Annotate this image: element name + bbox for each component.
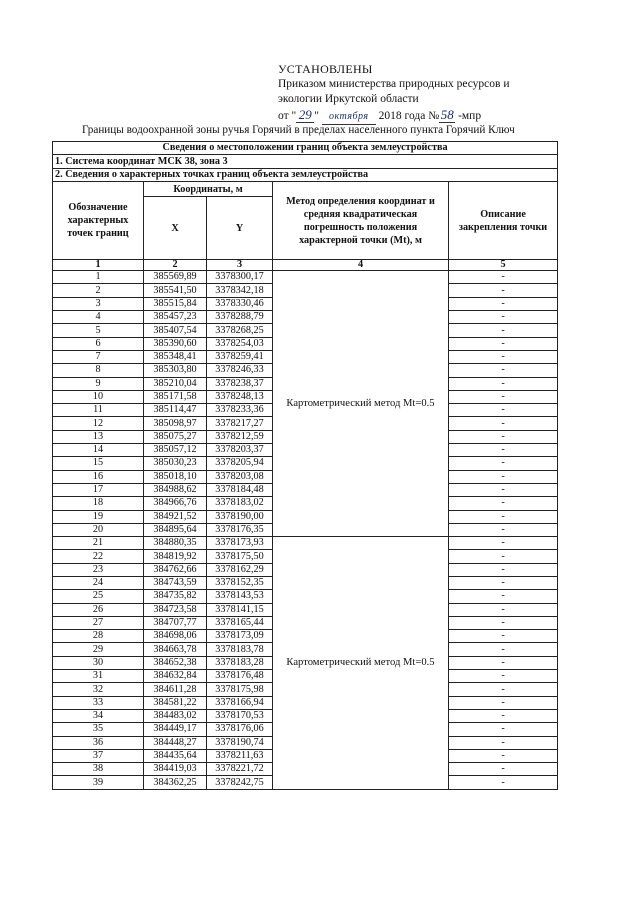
y-coordinate-cell: 3378176,06 — [207, 723, 273, 736]
point-number-cell: 25 — [53, 590, 144, 603]
y-coordinate-cell: 3378190,00 — [207, 510, 273, 523]
y-coordinate-cell: 3378217,27 — [207, 417, 273, 430]
y-coordinate-cell: 3378203,08 — [207, 470, 273, 483]
point-number-cell: 22 — [53, 550, 144, 563]
description-cell: - — [449, 470, 558, 483]
approval-title: УСТАНОВЛЕНЫ — [278, 62, 373, 76]
x-coordinate-cell: 385171,58 — [144, 390, 207, 403]
y-coordinate-cell: 3378176,48 — [207, 670, 273, 683]
point-number-cell: 34 — [53, 709, 144, 722]
y-coordinate-cell: 3378175,50 — [207, 550, 273, 563]
point-number-cell: 18 — [53, 497, 144, 510]
point-number-cell: 30 — [53, 656, 144, 669]
date-mid: " — [314, 110, 322, 122]
column-number: 2 — [144, 260, 207, 271]
y-coordinate-cell: 3378211,63 — [207, 749, 273, 762]
point-number-cell: 23 — [53, 563, 144, 576]
table-row — [53, 271, 558, 284]
x-coordinate-cell: 384663,78 — [144, 643, 207, 656]
method-cell: Картометрический метод Mt=0.5 — [273, 271, 449, 537]
y-coordinate-cell: 3378254,03 — [207, 337, 273, 350]
point-number-cell: 17 — [53, 483, 144, 496]
description-cell: - — [449, 523, 558, 536]
document-title: Границы водоохранной зоны ручья Горячий в пределах населенного пункта Горячий Ключ — [82, 124, 515, 136]
description-cell: - — [449, 364, 558, 377]
x-coordinate-cell: 385348,41 — [144, 350, 207, 363]
y-coordinate-cell: 3378300,17 — [207, 271, 273, 284]
description-cell: - — [449, 683, 558, 696]
point-number-cell: 20 — [53, 523, 144, 536]
point-number-cell: 27 — [53, 616, 144, 629]
x-coordinate-cell: 384435,64 — [144, 749, 207, 762]
point-number-cell: 33 — [53, 696, 144, 709]
col-header-coords: Координаты, м — [144, 182, 273, 197]
point-number-cell: 24 — [53, 577, 144, 590]
x-coordinate-cell: 384581,22 — [144, 696, 207, 709]
description-cell: - — [449, 390, 558, 403]
description-cell: - — [449, 297, 558, 310]
description-cell: - — [449, 603, 558, 616]
description-cell: - — [449, 577, 558, 590]
x-coordinate-cell: 384362,25 — [144, 776, 207, 789]
point-number-cell: 36 — [53, 736, 144, 749]
description-cell: - — [449, 457, 558, 470]
point-number-cell: 5 — [53, 324, 144, 337]
y-coordinate-cell: 3378183,28 — [207, 656, 273, 669]
x-coordinate-cell: 384819,92 — [144, 550, 207, 563]
approval-line-1: Приказом министерства природных ресурсов и — [278, 78, 510, 90]
y-coordinate-cell: 3378205,94 — [207, 457, 273, 470]
y-coordinate-cell: 3378190,74 — [207, 736, 273, 749]
point-number-cell: 3 — [53, 297, 144, 310]
y-coordinate-cell: 3378288,79 — [207, 311, 273, 324]
point-number-cell: 2 — [53, 284, 144, 297]
col-header-description: Описание закрепления точки — [449, 182, 558, 260]
x-coordinate-cell: 385541,50 — [144, 284, 207, 297]
handwritten-day: 29 — [296, 107, 314, 123]
method-cell: Картометрический метод Mt=0.5 — [273, 537, 449, 790]
description-cell: - — [449, 550, 558, 563]
description-cell: - — [449, 709, 558, 722]
x-coordinate-cell: 384723,58 — [144, 603, 207, 616]
description-cell: - — [449, 311, 558, 324]
point-number-cell: 19 — [53, 510, 144, 523]
x-coordinate-cell: 385407,54 — [144, 324, 207, 337]
description-cell: - — [449, 643, 558, 656]
approval-line-2: экологии Иркутской области — [278, 93, 419, 105]
description-cell: - — [449, 284, 558, 297]
description-cell: - — [449, 776, 558, 789]
x-coordinate-cell: 384698,06 — [144, 630, 207, 643]
point-number-cell: 1 — [53, 271, 144, 284]
y-coordinate-cell: 3378268,25 — [207, 324, 273, 337]
x-coordinate-cell: 385030,23 — [144, 457, 207, 470]
x-coordinate-cell: 385018,10 — [144, 470, 207, 483]
x-coordinate-cell: 385457,23 — [144, 311, 207, 324]
point-number-cell: 9 — [53, 377, 144, 390]
y-coordinate-cell: 3378175,98 — [207, 683, 273, 696]
col-header-y: Y — [207, 197, 273, 260]
description-cell: - — [449, 670, 558, 683]
points-info-row: 2. Сведения о характерных точках границ объекта землеустройства — [53, 168, 558, 181]
x-coordinate-cell: 385569,89 — [144, 271, 207, 284]
description-cell: - — [449, 563, 558, 576]
description-cell: - — [449, 656, 558, 669]
section-header: Сведения о местоположении границ объекта землеустройства — [53, 142, 558, 155]
table-row — [53, 537, 558, 550]
description-cell: - — [449, 350, 558, 363]
description-cell: - — [449, 430, 558, 443]
description-cell: - — [449, 630, 558, 643]
x-coordinate-cell: 384735,82 — [144, 590, 207, 603]
y-coordinate-cell: 3378143,53 — [207, 590, 273, 603]
y-coordinate-cell: 3378184,48 — [207, 483, 273, 496]
description-cell: - — [449, 271, 558, 284]
y-coordinate-cell: 3378330,46 — [207, 297, 273, 310]
y-coordinate-cell: 3378242,75 — [207, 776, 273, 789]
point-number-cell: 39 — [53, 776, 144, 789]
y-coordinate-cell: 3378141,15 — [207, 603, 273, 616]
y-coordinate-cell: 3378170,53 — [207, 709, 273, 722]
x-coordinate-cell: 384449,17 — [144, 723, 207, 736]
point-number-cell: 16 — [53, 470, 144, 483]
point-number-cell: 38 — [53, 763, 144, 776]
y-coordinate-cell: 3378212,59 — [207, 430, 273, 443]
approval-date-line — [278, 107, 510, 125]
x-coordinate-cell: 384632,84 — [144, 670, 207, 683]
col-header-point: Обозначение характерных точек границ — [53, 182, 144, 260]
col-header-x: X — [144, 197, 207, 260]
description-cell: - — [449, 404, 558, 417]
description-cell: - — [449, 510, 558, 523]
date-year: 2018 года № — [375, 110, 440, 122]
point-number-cell: 14 — [53, 444, 144, 457]
y-coordinate-cell: 3378233,36 — [207, 404, 273, 417]
y-coordinate-cell: 3378259,41 — [207, 350, 273, 363]
point-number-cell: 6 — [53, 337, 144, 350]
y-coordinate-cell: 3378246,33 — [207, 364, 273, 377]
description-cell: - — [449, 723, 558, 736]
point-number-cell: 21 — [53, 537, 144, 550]
y-coordinate-cell: 3378152,35 — [207, 577, 273, 590]
point-number-cell: 13 — [53, 430, 144, 443]
approval-block — [278, 62, 510, 125]
point-number-cell: 31 — [53, 670, 144, 683]
x-coordinate-cell: 384895,64 — [144, 523, 207, 536]
description-cell: - — [449, 736, 558, 749]
point-number-cell: 7 — [53, 350, 144, 363]
column-number: 3 — [207, 260, 273, 271]
x-coordinate-cell: 384652,38 — [144, 656, 207, 669]
point-number-cell: 37 — [53, 749, 144, 762]
point-number-cell: 11 — [53, 404, 144, 417]
point-number-cell: 15 — [53, 457, 144, 470]
point-number-cell: 8 — [53, 364, 144, 377]
x-coordinate-cell: 384762,66 — [144, 563, 207, 576]
x-coordinate-cell: 385114,47 — [144, 404, 207, 417]
x-coordinate-cell: 385210,04 — [144, 377, 207, 390]
x-coordinate-cell: 384419,03 — [144, 763, 207, 776]
description-cell: - — [449, 537, 558, 550]
handwritten-month: октября — [322, 109, 376, 125]
y-coordinate-cell: 3378162,29 — [207, 563, 273, 576]
x-coordinate-cell: 384921,52 — [144, 510, 207, 523]
point-number-cell: 32 — [53, 683, 144, 696]
date-prefix: от " — [278, 110, 297, 122]
description-cell: - — [449, 749, 558, 762]
x-coordinate-cell: 384707,77 — [144, 616, 207, 629]
column-number: 5 — [449, 260, 558, 271]
description-cell: - — [449, 337, 558, 350]
y-coordinate-cell: 3378183,78 — [207, 643, 273, 656]
point-number-cell: 26 — [53, 603, 144, 616]
y-coordinate-cell: 3378173,93 — [207, 537, 273, 550]
x-coordinate-cell: 384448,27 — [144, 736, 207, 749]
description-cell: - — [449, 696, 558, 709]
column-numbers-row — [53, 260, 558, 271]
handwritten-order-number: 58 — [440, 107, 454, 122]
x-coordinate-cell: 384743,59 — [144, 577, 207, 590]
description-cell: - — [449, 324, 558, 337]
point-number-cell: 35 — [53, 723, 144, 736]
description-cell: - — [449, 417, 558, 430]
col-header-method: Метод определения координат и средняя квадратическая погрешность положения характерной точки (Mt), м — [273, 182, 449, 260]
point-number-cell: 10 — [53, 390, 144, 403]
description-cell: - — [449, 483, 558, 496]
y-coordinate-cell: 3378342,18 — [207, 284, 273, 297]
description-cell: - — [449, 444, 558, 457]
boundary-points-table — [52, 141, 558, 790]
y-coordinate-cell: 3378238,37 — [207, 377, 273, 390]
x-coordinate-cell: 385075,27 — [144, 430, 207, 443]
y-coordinate-cell: 3378166,94 — [207, 696, 273, 709]
x-coordinate-cell: 384988,62 — [144, 483, 207, 496]
description-cell: - — [449, 377, 558, 390]
y-coordinate-cell: 3378176,35 — [207, 523, 273, 536]
x-coordinate-cell: 385098,97 — [144, 417, 207, 430]
description-cell: - — [449, 590, 558, 603]
description-cell: - — [449, 616, 558, 629]
point-number-cell: 29 — [53, 643, 144, 656]
y-coordinate-cell: 3378165,44 — [207, 616, 273, 629]
description-cell: - — [449, 763, 558, 776]
x-coordinate-cell: 385515,84 — [144, 297, 207, 310]
x-coordinate-cell: 384483,02 — [144, 709, 207, 722]
order-suffix: -мпр — [455, 110, 482, 122]
x-coordinate-cell: 384880,35 — [144, 537, 207, 550]
point-number-cell: 28 — [53, 630, 144, 643]
column-number: 1 — [53, 260, 144, 271]
y-coordinate-cell: 3378221,72 — [207, 763, 273, 776]
x-coordinate-cell: 384611,28 — [144, 683, 207, 696]
column-number: 4 — [273, 260, 449, 271]
y-coordinate-cell: 3378183,02 — [207, 497, 273, 510]
y-coordinate-cell: 3378203,37 — [207, 444, 273, 457]
point-number-cell: 12 — [53, 417, 144, 430]
x-coordinate-cell: 385303,80 — [144, 364, 207, 377]
coordinate-system-row: 1. Система координат МСК 38, зона 3 — [53, 155, 558, 168]
y-coordinate-cell: 3378173,09 — [207, 630, 273, 643]
point-number-cell: 4 — [53, 311, 144, 324]
x-coordinate-cell: 385390,60 — [144, 337, 207, 350]
x-coordinate-cell: 384966,76 — [144, 497, 207, 510]
y-coordinate-cell: 3378248,13 — [207, 390, 273, 403]
x-coordinate-cell: 385057,12 — [144, 444, 207, 457]
description-cell: - — [449, 497, 558, 510]
